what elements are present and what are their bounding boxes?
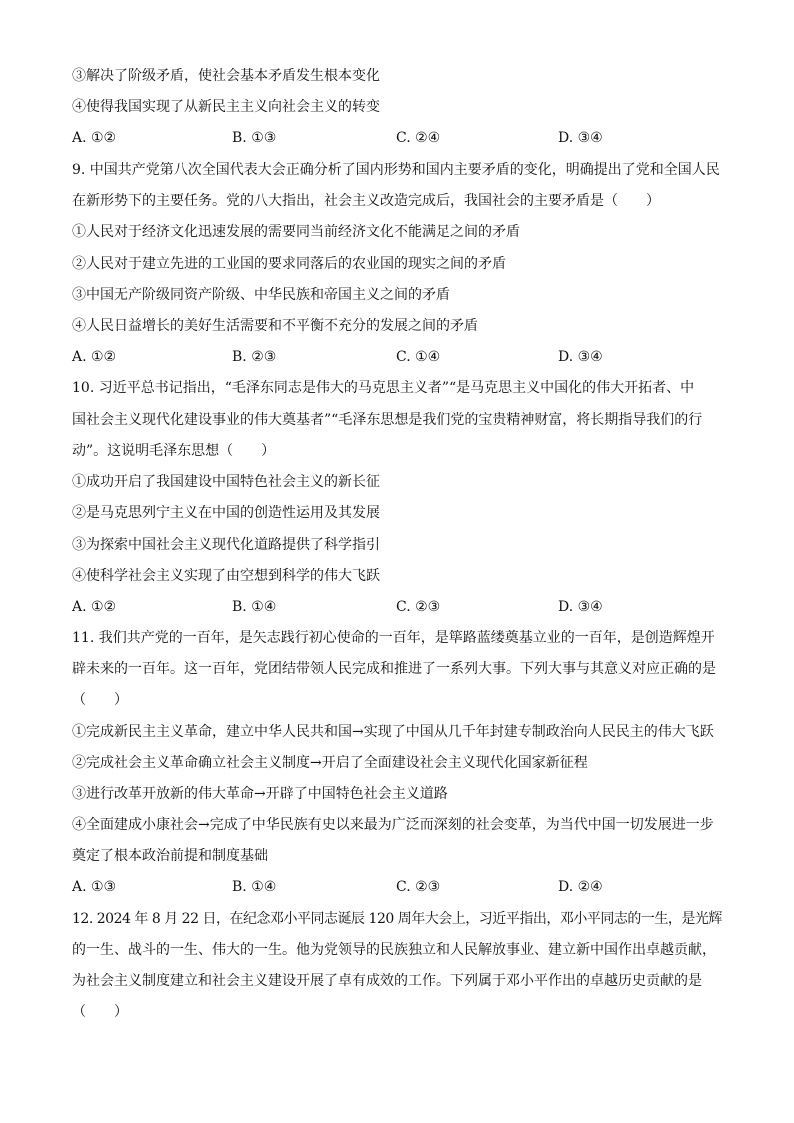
q12-stem-line-2: 的一生、战斗的一生、伟大的一生。他为党领导的民族独立和人民解放事业、建立新中国作出卓越贡献， [72, 942, 716, 958]
q11-option-d[interactable]: D. ②④ [558, 879, 603, 895]
q10-stem-line-2: 国社会主义现代化建设事业的伟大奠基者”“毛泽东思想是我们党的宝贵精神财富，将长期指导我们的行 [72, 412, 703, 428]
q11-options [72, 877, 722, 897]
q8-option-a[interactable]: A. ①② [72, 130, 117, 146]
q12-stem-line-3: 为社会主义制度建立和社会主义建设开展了卓有成效的工作。下列属于邓小平作出的卓越历史贡献的是 [72, 973, 702, 989]
q9-option-b[interactable]: B. ②③ [232, 349, 277, 365]
q12-stem-line-1: 12. 2024 年 8 月 22 日，在纪念邓小平同志诞辰 120 周年大会上，习近平指出，邓小平同志的一生，是光辉 [72, 911, 722, 927]
q10-option-d[interactable]: D. ③④ [558, 599, 603, 615]
q9-statement-3: ③中国无产阶级同资产阶级、中华民族和帝国主义之间的矛盾 [72, 287, 450, 303]
q10-options [72, 597, 722, 617]
q11-statement-2: ②完成社会主义革命确立社会主义制度→开启了全面建设社会主义现代化国家新征程 [72, 755, 588, 771]
q10-statement-4: ④使科学社会主义实现了由空想到科学的伟大飞跃 [72, 568, 380, 584]
q10-statement-2: ②是马克思列宁主义在中国的创造性运用及其发展 [72, 505, 380, 521]
q9-stem-line-2: 在新形势下的主要任务。党的八大指出，社会主义改造完成后，我国社会的主要矛盾是（ ） [72, 193, 660, 209]
q8-options [72, 128, 722, 148]
q8-statement-4: ④使得我国实现了从新民主主义向社会主义的转变 [72, 99, 380, 115]
q8-option-b[interactable]: B. ①③ [232, 130, 277, 146]
q8-option-d[interactable]: D. ③④ [558, 130, 603, 146]
q11-statement-1: ①完成新民主主义革命，建立中华人民共和国→实现了中国从几千年封建专制政治向人民民主的伟大飞跃 [72, 724, 714, 740]
q9-statement-4: ④人民日益增长的美好生活需要和不平衡不充分的发展之间的矛盾 [72, 318, 478, 334]
q11-stem-line-2: 辟未来的一百年。这一百年，党团结带领人民完成和推进了一系列大事。下列大事与其意义对应正确的是 [72, 661, 716, 677]
q10-statement-3: ③为探索中国社会主义现代化道路提供了科学指引 [72, 537, 380, 553]
q12-stem-line-4: （ ） [72, 1004, 128, 1020]
q11-statement-3: ③进行改革开放新的伟大革命→开辟了中国特色社会主义道路 [72, 786, 448, 802]
q11-statement-4-line-2: 奠定了根本政治前提和制度基础 [72, 848, 268, 864]
q10-option-a[interactable]: A. ①② [72, 599, 117, 615]
q10-statement-1: ①成功开启了我国建设中国特色社会主义的新长征 [72, 474, 380, 490]
q9-stem-line-1: 9. 中国共产党第八次全国代表大会正确分析了国内形势和国内主要矛盾的变化，明确提出了党和全国人民 [72, 162, 720, 178]
q9-option-d[interactable]: D. ③④ [558, 349, 603, 365]
q11-option-c[interactable]: C. ②③ [396, 879, 441, 895]
q9-option-c[interactable]: C. ①④ [396, 349, 441, 365]
q11-stem-line-1: 11. 我们共产党的一百年，是矢志践行初心使命的一百年，是筚路蓝缕奠基立业的一百年，是创造辉煌开 [72, 630, 715, 646]
q10-stem-line-1: 10. 习近平总书记指出，“毛泽东同志是伟大的马克思主义者”“是马克思主义中国化的伟大开拓者、中 [72, 380, 695, 396]
q8-option-c[interactable]: C. ②④ [396, 130, 441, 146]
q10-option-b[interactable]: B. ①④ [232, 599, 277, 615]
q11-statement-4-line-1: ④全面建成小康社会→完成了中华民族有史以来最为广泛而深刻的社会变革，为当代中国一切发展进一步 [72, 817, 714, 833]
q11-stem-line-3: （ ） [72, 692, 128, 708]
q11-option-b[interactable]: B. ①④ [232, 879, 277, 895]
q10-stem-line-3: 动”。这说明毛泽东思想（ ） [72, 443, 276, 459]
q9-statement-2: ②人民对于建立先进的工业国的要求同落后的农业国的现实之间的矛盾 [72, 256, 506, 272]
q11-option-a[interactable]: A. ①③ [72, 879, 117, 895]
q10-option-c[interactable]: C. ②③ [396, 599, 441, 615]
q8-statement-3: ③解决了阶级矛盾，使社会基本矛盾发生根本变化 [72, 68, 380, 84]
q9-statement-1: ①人民对于经济文化迅速发展的需要同当前经济文化不能满足之间的矛盾 [72, 224, 520, 240]
q9-option-a[interactable]: A. ①② [72, 349, 117, 365]
q9-options [72, 347, 722, 367]
